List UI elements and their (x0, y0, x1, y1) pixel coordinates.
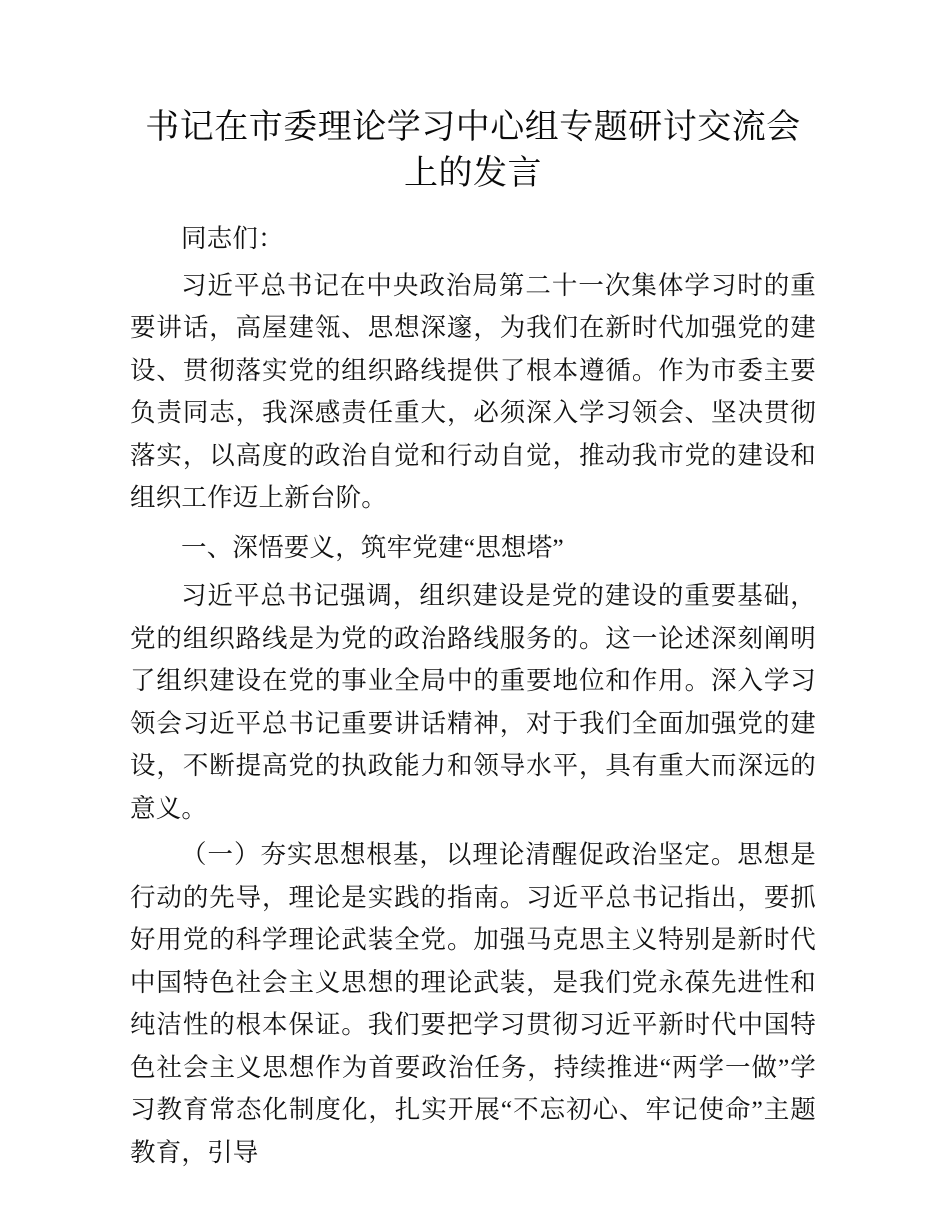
salutation-line: 同志们： (181, 224, 284, 253)
heading-spacer-top (130, 520, 816, 527)
section-heading-one: 一、深悟要义，筑牢党建“思想塔” (181, 532, 564, 562)
paragraph-subsection-one-a: （一）夯实思想根基，以理论清醒促政治坚定。思想是行动的先导，理论是实践的指南。习近平总书记指出，要抓好用党的科学理论武装全党。加强马克思主义特别是新时代中国特色社会主义思想的理论武装，是我们党永葆先进性和纯洁性的根本保证。我们要把学习贯彻习近平新时代中国特色社会主义思想作为首要政治任务，持续推进“两学一做”学习教育常态化制度化，扎实开展“不忘初心、牢记使命”主题教育，引导 (130, 840, 816, 1167)
document-body (130, 218, 816, 1174)
paragraph-opening-remarks: 习近平总书记在中央政治局第二十一次集体学习时的重要讲话，高屋建瓴、思想深邃，为我们在新时代加强党的建设、贯彻落实党的组织路线提供了根本遵循。作为市委主要负责同志，我深感责任重大，必须深入学习领会、坚决贯彻落实，以高度的政治自觉和行动自觉，推动我市党的建设和组织工作迈上新台阶。 (130, 270, 816, 512)
page-title: 书记在市委理论学习中心组专题研讨交流会上的发言 (145, 108, 801, 192)
page-content-area (130, 0, 816, 1174)
paragraph-section-one-intro: 习近平总书记强调，组织建设是党的建设的重要基础，党的组织路线是为党的政治路线服务的。这一论述深刻阐明了组织建设在党的事业全局中的重要地位和作用。深入学习领会习近平总书记重要讲话精神，对于我们全面加强党的建设，不断提高党的执政能力和领导水平，具有重大而深远的意义。 (130, 581, 816, 823)
